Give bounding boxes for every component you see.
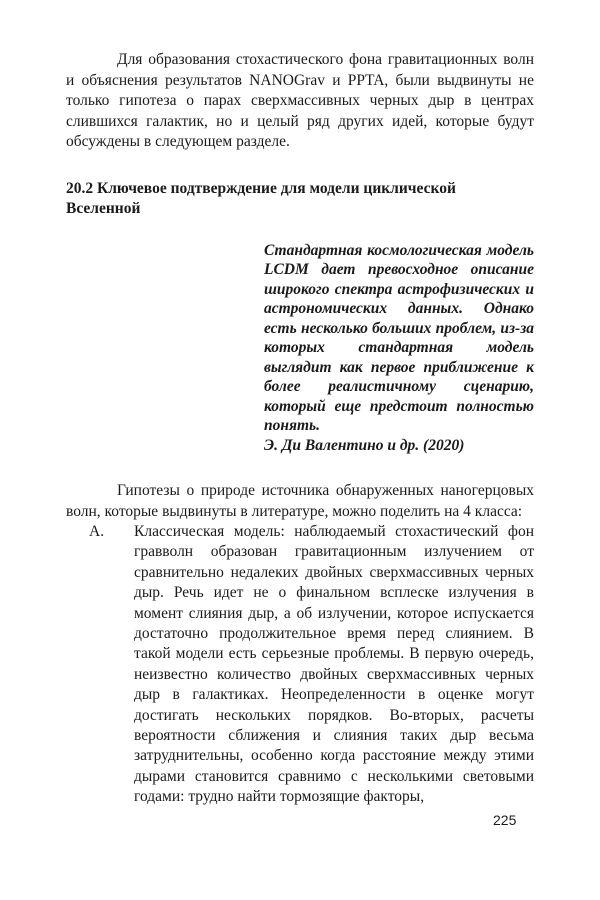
page-content (66, 50, 534, 808)
list-marker: А. (89, 523, 105, 540)
section-heading: 20.2 Ключевое подтверждение для модели циклической Вселенной (66, 179, 456, 217)
list-item-text: Классическая модель: наблюдаемый стохастический фон гравволн образован гравитационным излучением от сравнительно недалеких двойных сверхмассивных черных дыр. Речь идет не о финальном всплеске излучения в момент слияния дыр, а об излучении, которое испускается достаточно продолжительное время перед слиянием. В такой модели есть серьезные проблемы. В первую очередь, неизвестно количество двойных сверхмассивных черных дыр в галактиках. Неопределенности в оценке могут достигать нескольких порядков. Во-вторых, расчеты вероятности сближения и слияния таких дыр весьма затруднительны, особенно когда расстояние между этими дырами становится сравнимо с несколькими световыми годами: трудно найти тормозящие факторы, (134, 523, 534, 806)
epigraph (264, 241, 534, 456)
hypothesis-list (66, 522, 534, 808)
list-item (66, 522, 534, 808)
page-number: 225 (493, 812, 517, 828)
epigraph-quote: Стандартная космологическая модель LCDM дает превосходное описание широкого спектра астрофизических и астрономических данных. Однако есть несколько больших проблем, из-за которых стандартная модель выглядит как первое приближение к более реалистичному сценарию, который еще предстоит полностью понять. (264, 241, 534, 434)
body-paragraph: Гипотезы о природе источника обнаруженных наногерцовых волн, которые выдвинуты в литературе, можно поделить на 4 класса: (66, 482, 534, 520)
epigraph-attribution: Э. Ди Валентино и др. (2020) (264, 436, 465, 454)
intro-paragraph: Для образования стохастического фона гравитационных волн и объяснения результатов NANOGrav и PPTA, были выдвинуты не только гипотеза о парах сверхмассивных черных дыр в центрах слившихся галактик, но и целый ряд других идей, которые будут обсуждены в следующем разделе. (66, 51, 534, 150)
